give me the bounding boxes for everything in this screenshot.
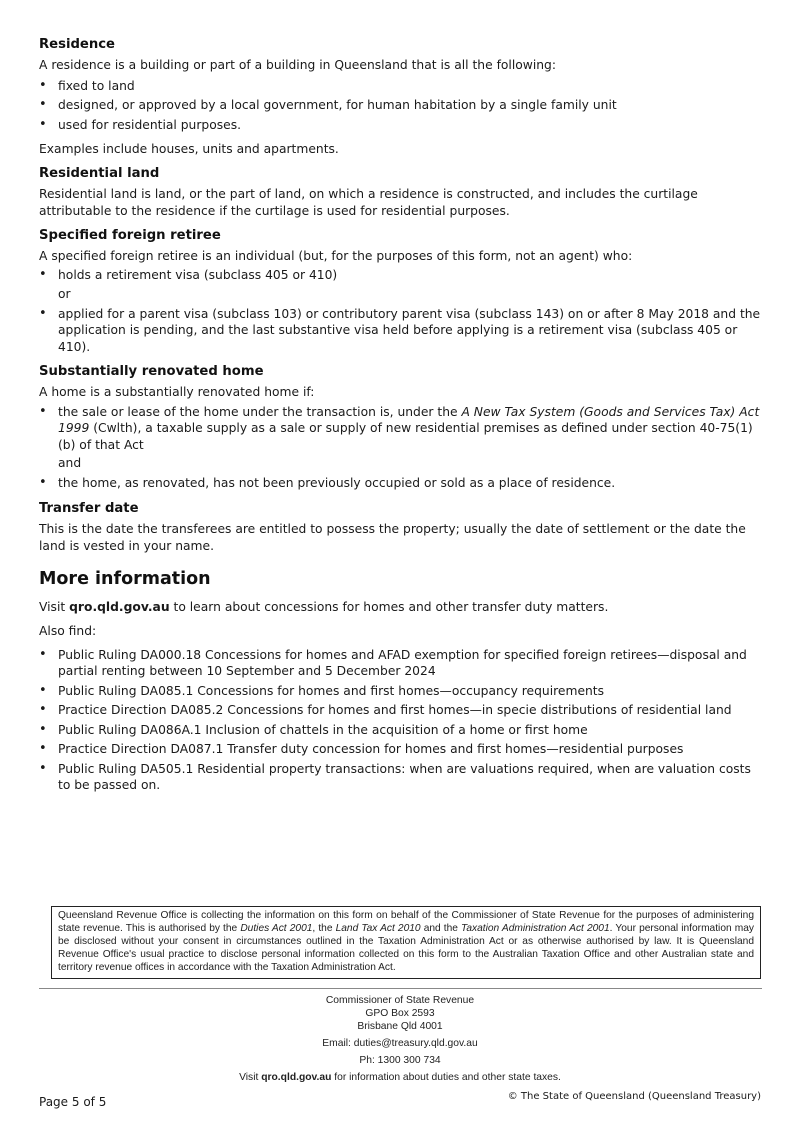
also-find-label: Also find: <box>39 624 97 638</box>
page-content <box>39 36 764 794</box>
text-run: and the <box>420 922 462 934</box>
text-run: (Cwlth), a taxable supply as a sale or supply of new residential premises as defined under section 40-75(1)(b) of that Act <box>58 421 753 452</box>
residence-outro: Examples include houses, units and apartments. <box>39 142 339 156</box>
copyright-notice: © The State of Queensland (Queensland Treasury) <box>507 1091 761 1102</box>
list-item: • Public Ruling DA000.18 Concessions for homes and AFAD exemption for specified foreign retirees—disposal and partial renting between 10 September and 5 December 2024 <box>39 647 764 680</box>
contact-line: Brisbane Qld 4001 <box>357 1021 443 1032</box>
more-info-visit <box>39 599 764 617</box>
page-number: Page 5 of 5 <box>39 1095 107 1109</box>
list-item: • applied for a parent visa (subclass 103) or contributory parent visa (subclass 143) on or after 8 May 2018 and the application is pending, and the last substantive visa held before applying is a retirement visa (subclass 405 or 410). <box>39 306 764 356</box>
list-item: • Practice Direction DA085.2 Concessions for homes and first homes—in specie distributions of residential land <box>39 702 764 719</box>
foreign-retiree-list <box>39 267 764 284</box>
list-item: • the home, as renovated, has not been previously occupied or sold as a place of residence. <box>39 475 764 492</box>
qro-link[interactable]: qro.qld.gov.au <box>261 1072 332 1083</box>
list-item: • Public Ruling DA086A.1 Inclusion of chattels in the acquisition of a home or first home <box>39 722 764 739</box>
qro-link[interactable]: qro.qld.gov.au <box>69 599 170 614</box>
more-info-heading: More information <box>39 568 211 589</box>
list-item: • designed, or approved by a local government, for human habitation by a single family unit <box>39 97 764 114</box>
foreign-retiree-intro: A specified foreign retiree is an individual (but, for the purposes of this form, not an agent) who: <box>39 248 633 263</box>
contact-visit <box>0 1071 800 1084</box>
renovated-home-list <box>39 404 764 454</box>
list-item: • Public Ruling DA505.1 Residential property transactions: when are valuations required, when are valuation costs to be passed on. <box>39 761 764 794</box>
foreign-retiree-list-2 <box>39 306 764 356</box>
residential-land-body: Residential land is land, or the part of land, on which a residence is constructed, and includes the curtilage attributable to the residence if the curtilage is used for residential purposes. <box>39 186 698 218</box>
footer-divider <box>39 988 762 989</box>
more-info-list <box>39 647 764 794</box>
list-item: • Practice Direction DA087.1 Transfer duty concession for homes and first homes—residential purposes <box>39 741 764 758</box>
contact-email[interactable]: Email: duties@treasury.qld.gov.au <box>322 1038 478 1049</box>
renovated-home-intro: A home is a substantially renovated home if: <box>39 385 315 399</box>
list-item <box>39 404 764 454</box>
text-run: to learn about concessions for homes and other transfer duty matters. <box>169 599 609 614</box>
residence-heading: Residence <box>39 37 116 52</box>
renovated-home-list-2 <box>39 475 764 492</box>
text-run: Visit <box>239 1072 262 1083</box>
and-connector: and <box>58 456 82 470</box>
act-title: Duties Act 2001 <box>240 922 313 934</box>
list-item: • Public Ruling DA085.1 Concessions for homes and first homes—occupancy requirements <box>39 683 764 700</box>
contact-block <box>0 994 800 1084</box>
act-title: Taxation Administration Act 2001 <box>461 922 610 934</box>
text-run: Visit <box>39 599 70 614</box>
contact-phone: Ph: 1300 300 734 <box>359 1055 441 1066</box>
list-item: • holds a retirement visa (subclass 405 or 410) <box>39 267 764 284</box>
renovated-home-heading: Substantially renovated home <box>39 364 264 379</box>
residence-list <box>39 78 764 134</box>
act-title: A New Tax System (Goods and Services Tax) Act 1999 <box>58 404 760 435</box>
text-run: Queensland Revenue Office is collecting the information on this form on behalf of the Commissioner of State Revenue for the purposes of administering state revenue. This is authorised by the <box>58 910 754 934</box>
foreign-retiree-heading: Specified foreign retiree <box>39 227 221 243</box>
residence-intro: A residence is a building or part of a building in Queensland that is all the following: <box>39 58 557 72</box>
contact-line: Commissioner of State Revenue <box>325 995 475 1006</box>
text-run: the sale or lease of the home under the transaction is, under the <box>58 404 462 419</box>
or-connector: or <box>58 286 71 301</box>
transfer-date-heading: Transfer date <box>39 500 139 516</box>
act-title: Land Tax Act 2010 <box>335 922 421 934</box>
list-item: • fixed to land <box>39 78 764 95</box>
list-item: • used for residential purposes. <box>39 117 764 134</box>
privacy-notice <box>51 906 761 979</box>
transfer-date-body: This is the date the transferees are entitled to possess the property; usually the date of settlement or the date the land is vested in your name. <box>39 521 746 553</box>
contact-line: GPO Box 2593 <box>365 1008 435 1019</box>
text-run: , the <box>312 922 336 934</box>
residential-land-heading: Residential land <box>39 165 160 181</box>
text-run: for information about duties and other state taxes. <box>331 1072 561 1083</box>
text-run: . Your personal information may be disclosed without your consent in circumstances outlined in the Taxation Administration Act or as otherwise authorised by law. It is Queensland Revenue Office's usual practice to disclose personal information collected on this form to the Australian Taxation Office and other Australian state and territory revenue offices in accordance with the Taxation Administration Act. <box>58 922 754 973</box>
